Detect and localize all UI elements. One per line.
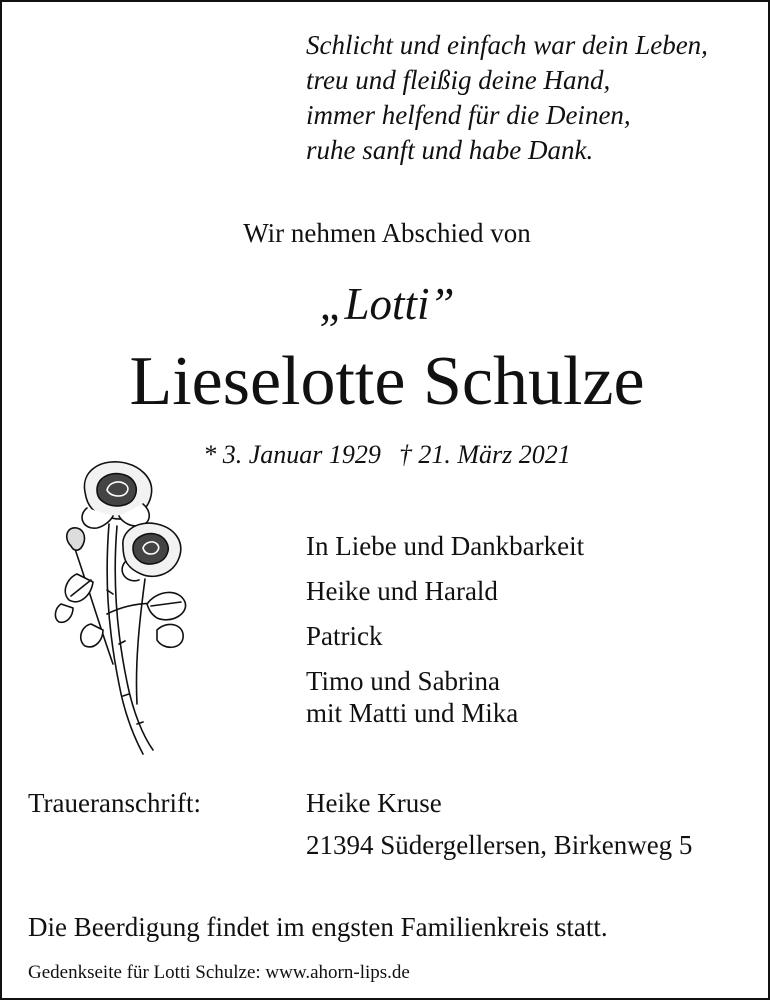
- family-line: Timo und Sabrina: [306, 666, 501, 696]
- poem-line: Schlicht und einfach war dein Leben,: [306, 30, 708, 60]
- poem-line: ruhe sanft und habe Dank.: [306, 135, 594, 165]
- family-line: Patrick: [306, 621, 383, 651]
- nickname: „Lotti”: [319, 279, 455, 329]
- poem-line: immer helfend für die Deinen,: [306, 100, 631, 130]
- address-name: Heike Kruse: [306, 788, 442, 818]
- rose-icon: [47, 454, 197, 764]
- birth-date: * 3. Januar 1929: [203, 440, 381, 469]
- address-street: 21394 Südergellersen, Birkenweg 5: [306, 830, 693, 860]
- memorial-page: Gedenkseite für Lotti Schulze: www.ahorn-lips.de: [28, 962, 410, 983]
- address-label: Traueranschrift:: [28, 788, 201, 818]
- death-date: † 21. März 2021: [398, 440, 571, 469]
- family-line: Heike und Harald: [306, 576, 498, 606]
- funeral-note: Die Beerdigung findet im engsten Familienkreis statt.: [28, 912, 608, 942]
- farewell-intro: Wir nehmen Abschied von: [243, 218, 531, 248]
- family-line: mit Matti und Mika: [306, 698, 519, 728]
- poem-line: treu und fleißig deine Hand,: [306, 65, 611, 95]
- poem: [306, 28, 756, 168]
- deceased-name: Lieselotte Schulze: [129, 343, 645, 420]
- family-line: In Liebe und Dankbarkeit: [306, 531, 585, 561]
